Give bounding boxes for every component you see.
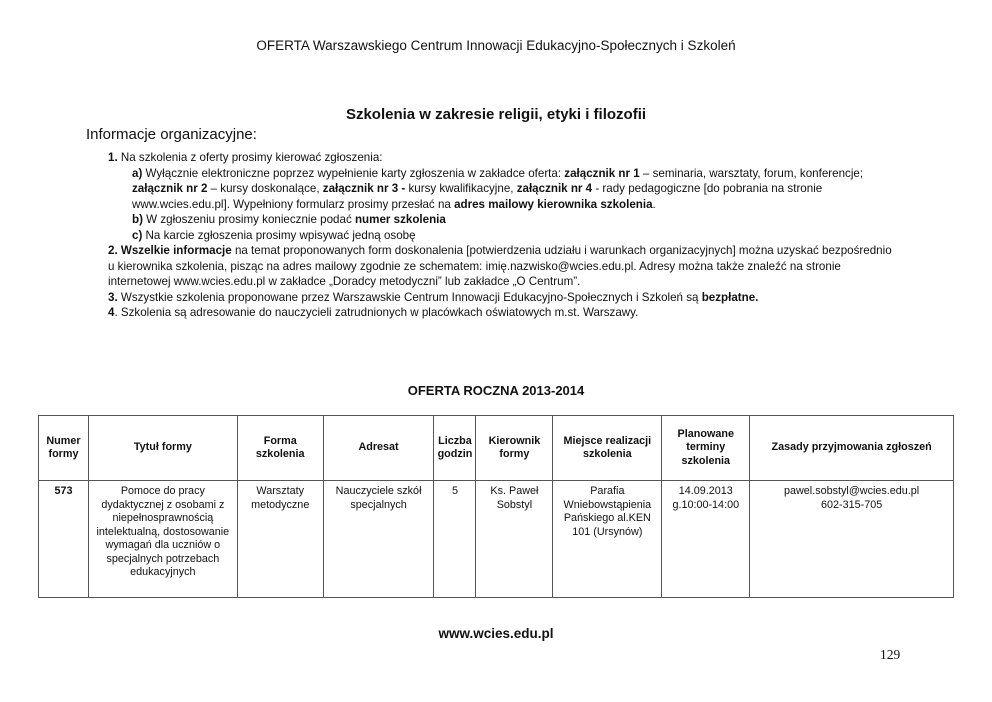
col-header-registration: Zasady przyjmowania zgłoszeń [750, 416, 954, 481]
table-header-row [39, 416, 954, 481]
offer-title: OFERTA ROCZNA 2013-2014 [407, 383, 585, 398]
attachment-2: załącznik nr 2 [132, 182, 208, 195]
attachment-4: załącznik nr 4 [516, 182, 593, 195]
cell-hours: 5 [434, 481, 476, 598]
cell-number: 573 [39, 481, 89, 598]
info-point-1-text: Na szkolenia z oferty prosimy kierować zgłoszenia: [117, 151, 383, 164]
table-row [39, 481, 954, 598]
info-point-4-text: . Szkolenia są adresowanie do nauczycieli zatrudnionych w placówkach oświatowych m.st. Warszawy. [114, 306, 639, 319]
attachment-3: załącznik nr 3 - [322, 182, 406, 195]
info-point-1a-text: Wyłącznie elektroniczne poprzez wypełnienie karty zgłoszenia w zakładce oferta: [142, 166, 565, 180]
cell-dates [662, 481, 750, 598]
info-point-1b [108, 212, 898, 228]
col-header-number: Numer formy [39, 416, 89, 481]
col-header-dates: Planowane terminy szkolenia [662, 416, 750, 481]
attachment-3-text: kursy kwalifikacyjne, [405, 182, 517, 195]
cell-manager: Ks. Paweł Sobstyl [476, 481, 553, 598]
footer-url[interactable]: www.wcies.edu.pl [438, 626, 554, 641]
attachment-4-end: . [652, 197, 656, 211]
info-point-3-number: 3. [108, 290, 118, 304]
info-point-1c [108, 228, 898, 244]
info-point-1-number: 1. [108, 151, 118, 164]
attachment-4-text: - rady pedagogiczne [do pobrania na stronie www.wcies.edu.pl]. Wypełniony formularz prosimy przesłać na [132, 182, 823, 211]
cell-title: Pomoce do pracy dydaktycznej z osobami z niepełnosprawnością intelektualną, dostosowanie wymagań dla uczniów o specjalnych potrzebach edukacyjnych [88, 481, 237, 598]
info-point-1c-text: Na karcie zgłoszenia prosimy wpisywać jedną osobę [142, 228, 416, 242]
col-header-form: Forma szkolenia [237, 416, 323, 481]
info-point-4-number: 4 [108, 306, 115, 319]
col-header-hours: Liczba godzin [434, 416, 476, 481]
attachment-1: załącznik nr 1 [564, 166, 640, 180]
info-point-2-text: na temat proponowanych form doskonalenia [potwierdzenia udziału i warunkach organizacyjnych] można uzyskać bezpośrednio u kierownika szkolenia, pisząc na adres mailowy zgodnie ze schematem: imię.nazwisko@wcies.edu.pl. Adresy można także znaleźć na stronie internetowej www.wcies.edu.pl w zakładce „Doradcy metodyczni” lub zakładce „O Centrum”. [108, 244, 892, 288]
section-title: Szkolenia w zakresie religii, etyki i filozofii [345, 106, 647, 123]
col-header-title: Tytuł formy [88, 416, 237, 481]
info-point-3-text: Wszystkie szkolenia proponowane przez Warszawskie Centrum Innowacji Edukacyjno-Społecznych i Szkoleń są [117, 290, 702, 304]
cell-registration [750, 481, 954, 598]
info-point-1a-text2: – seminaria, warsztaty, forum, konferencje; [639, 166, 864, 180]
info-attachments [108, 181, 898, 212]
attachment-2-text: – kursy doskonalące, [207, 182, 323, 195]
info-point-4 [108, 305, 898, 321]
contact-email[interactable]: pawel.sobstyl@wcies.edu.pl [784, 485, 920, 497]
info-point-2 [108, 243, 898, 290]
col-header-audience: Adresat [323, 416, 434, 481]
cell-audience: Nauczyciele szkół specjalnych [323, 481, 434, 598]
cell-form: Warsztaty metodyczne [237, 481, 323, 598]
free-of-charge-note: bezpłatne. [701, 290, 759, 304]
info-block [108, 150, 898, 321]
offer-table [38, 415, 954, 598]
document-header: OFERTA Warszawskiego Centrum Innowacji Edukacyjno-Społecznych i Szkoleń [256, 38, 736, 53]
info-point-1b-label: b) [132, 213, 143, 226]
manager-email-note: adres mailowy kierownika szkolenia [454, 197, 653, 211]
page-number: 129 [880, 647, 901, 662]
info-point-1 [108, 150, 898, 166]
info-point-1c-label: c) [132, 228, 143, 242]
cell-date: 14.09.2013 [678, 485, 733, 497]
cell-time: g.10:00-14:00 [672, 498, 740, 511]
info-point-3 [108, 290, 898, 306]
info-point-1a [108, 166, 898, 182]
info-point-1a-label: a) [132, 166, 143, 180]
cell-location: Parafia Wniebowstąpienia Pańskiego al.KEN 101 (Ursynów) [553, 481, 662, 598]
info-point-2-lead: 2. Wszelkie informacje [108, 244, 232, 257]
col-header-manager: Kierownik formy [476, 416, 553, 481]
col-header-location: Miejsce realizacji szkolenia [553, 416, 662, 481]
info-point-1b-text: W zgłoszeniu prosimy koniecznie podać [142, 213, 355, 226]
training-number-note: numer szkolenia [354, 213, 446, 226]
contact-phone: 602-315-705 [820, 498, 883, 511]
org-heading: Informacje organizacyjne: [86, 126, 257, 143]
